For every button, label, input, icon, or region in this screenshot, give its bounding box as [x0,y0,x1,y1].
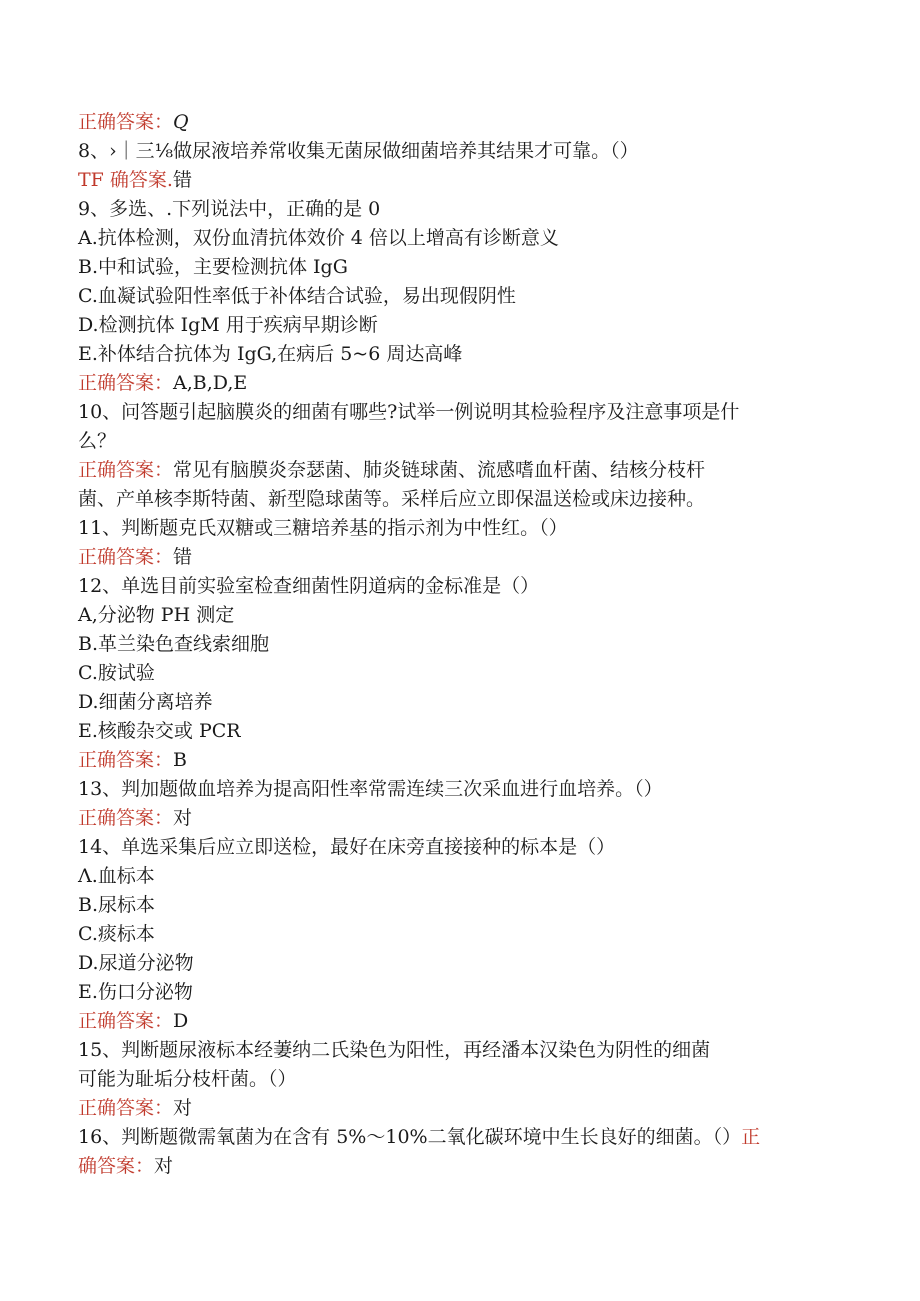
answer-line [78,543,838,572]
question-text: 9、多选、.下列说法中，正确的是 0 [78,198,381,220]
question-text: B.中和试验，主要检测抗体 IgG [78,256,348,278]
question-line [78,601,838,630]
question-text: D.尿道分泌物 [78,952,194,974]
question-text: E.伤口分泌物 [78,981,193,1003]
question-line [78,282,838,311]
question-line [78,862,838,891]
document-page [78,108,838,1181]
answer-line [78,1152,838,1181]
question-line [78,833,838,862]
question-line [78,1065,838,1094]
question-line [78,485,838,514]
answer-value: 错 [172,169,192,191]
question-line [78,978,838,1007]
answer-label: 正确答案： [78,111,174,133]
answer-value: 对 [173,807,193,829]
answer-line [78,1007,838,1036]
answer-value: 对 [173,1097,193,1119]
question-text: 10、问答题引起脑膜炎的细菌有哪些?试举一例说明其检验程序及注意事项是什 [78,401,740,423]
answer-label: 正确答案： [78,1010,174,1032]
question-text: C.胺试验 [78,662,155,684]
answer-label: 正确答案： [78,749,174,771]
question-line [78,1036,838,1065]
question-text: A,分泌物 PH 测定 [78,604,235,626]
question-line [78,775,838,804]
question-line [78,514,838,543]
question-text: 可能为耻垢分枝杆菌。（） [78,1068,297,1090]
question-line [78,630,838,659]
question-text: 13、判加题做血培养为提高阳性率常需连续三次采血进行血培养。（） [78,778,663,800]
question-text: 16、判断题微需氧菌为在含有 5%～10%二氧化碳环境中生长良好的细菌。（） [78,1126,742,1148]
question-line [78,137,838,166]
answer-label: 正确答案： [78,1097,174,1119]
answer-label: TF 确答案. [78,169,173,191]
question-line [78,311,838,340]
question-text: Λ.血标本 [78,865,155,887]
question-line [78,659,838,688]
question-text: 么？ [78,430,117,452]
answer-line [78,369,838,398]
question-text: A.抗体检测，双份血清抗体效价 4 倍以上增高有诊断意义 [78,227,559,249]
question-text: D.细菌分离培养 [78,691,213,713]
answer-value: Q [173,111,189,133]
answer-value: 错 [173,546,193,568]
question-line [78,195,838,224]
question-line [78,891,838,920]
answer-label: 正确答案： [78,459,174,481]
answer-line [78,1094,838,1123]
answer-value: 对 [154,1155,174,1177]
answer-line [78,108,838,137]
question-line [78,949,838,978]
question-text: C.痰标本 [78,923,155,945]
question-text: 15、判断题尿液标本经萋纳二氏染色为阳性，再经潘本汉染色为阴性的细菌 [78,1039,711,1061]
question-line [78,427,838,456]
question-text: 14、单选采集后应立即送检，最好在床旁直接接种的标本是（） [78,836,616,858]
answer-line [78,804,838,833]
question-line [78,253,838,282]
question-text: 12、单选目前实验室检查细菌性阴道病的金标准是（） [78,575,540,597]
answer-label: 正确答案： [78,807,174,829]
answer-label: 正 [741,1126,761,1148]
question-line [78,340,838,369]
question-line [78,224,838,253]
answer-value: B [173,749,187,771]
question-line [78,398,838,427]
question-line [78,572,838,601]
answer-label: 正确答案： [78,372,174,394]
question-line [78,717,838,746]
question-text: B.革兰染色查线索细胞 [78,633,270,655]
question-text: 8、›｜三⅛做尿液培养常收集无菌尿做细菌培养其结果才可靠。（） [78,140,639,162]
question-text: 菌、产单核李斯特菌、新型隐球菌等。采样后应立即保温送检或床边接种。 [78,488,706,510]
answer-value: 常见有脑膜炎奈瑟菌、肺炎链球菌、流感嗜血杆菌、结核分枝杆 [173,459,706,481]
answer-line [78,746,838,775]
answer-label: 正确答案： [78,546,174,568]
answer-label: 确答案： [78,1155,155,1177]
question-text: 11、判断题克氏双糖或三糖培养基的指示剂为中性红。（） [78,517,568,539]
question-text: E.核酸杂交或 PCR [78,720,241,742]
answer-value: D [173,1010,189,1032]
question-text: E.补体结合抗体为 IgG,在病后 5~6 周达高峰 [78,343,463,365]
question-line [78,688,838,717]
question-text: B.尿标本 [78,894,156,916]
answer-line [78,166,838,195]
question-line [78,920,838,949]
question-line [78,1123,838,1152]
answer-line [78,456,838,485]
answer-value: A,B,D,E [173,372,248,394]
question-text: D.检测抗体 IgM 用于疾病早期诊断 [78,314,378,336]
question-text: C.血凝试验阳性率低于补体结合试验，易出现假阴性 [78,285,516,307]
